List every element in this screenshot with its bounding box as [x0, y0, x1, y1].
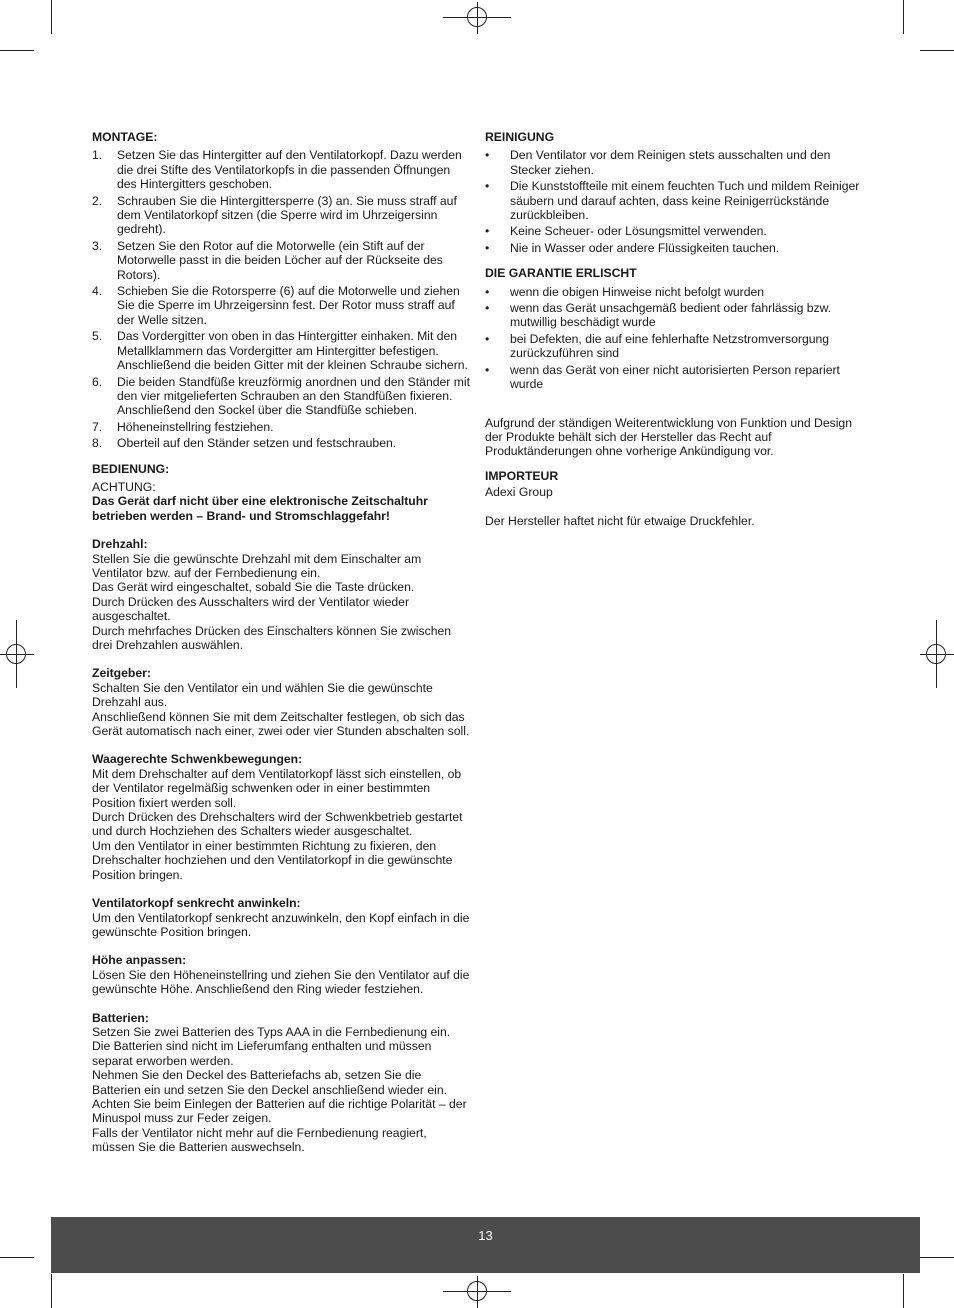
misprint-disclaimer: Der Hersteller haftet nicht für etwaige Druckfehler.	[485, 513, 755, 528]
subsection-text: Durch Drücken des Ausschalters wird der Ventilator wieder ausgeschaltet.	[92, 594, 410, 624]
list-item: • Keine Scheuer- oder Lösungsmittel verwenden.	[485, 224, 767, 239]
subsection-text: Lösen Sie den Höheneinstellring und ziehen Sie den Ventilator auf die gewünschte Höhe. Anschließend den Ring wieder festziehen.	[92, 967, 470, 997]
subsection-text: Stellen Sie die gewünschte Drehzahl mit dem Einschalter am Ventilator bzw. auf der Fernbedienung ein.	[92, 551, 422, 580]
list-item: 1. Setzen Sie das Hintergitter auf den Ventilatorkopf. Dazu werden die drei Stifte des Ventilatorkopfs in die passenden Öffnungen des Hintergitters geschoben.	[92, 148, 462, 192]
footer-bar	[51, 1217, 920, 1273]
bedienung-sections	[92, 537, 470, 1154]
subsection-text: Das Gerät wird eingeschaltet, sobald Sie die Taste drücken.	[92, 580, 415, 595]
crop-mark	[903, 0, 904, 34]
right-column	[485, 130, 863, 528]
bullet-icon: •	[485, 179, 490, 194]
bullet-icon: •	[485, 362, 490, 377]
subsection-text: Nehmen Sie den Deckel des Batteriefachs ab, setzen Sie die Batterien ein und setzen Sie den Deckel anschließend wieder ein. Achten Sie beim Einlegen der Batterien auf die richtige Polarität – der Minuspol muss zur Feder zeigen.	[92, 1068, 467, 1126]
bedienung-heading: BEDIENUNG:	[92, 461, 170, 476]
product-change-notice: Aufgrund der ständigen Weiterentwicklung von Funktion und Design der Produkte behält sich der Hersteller das Recht auf Produktänderungen ohne vorherige Ankündigung vor.	[485, 415, 852, 459]
crop-mark	[920, 1257, 954, 1258]
left-column	[92, 130, 470, 1155]
bullet-icon: •	[485, 284, 490, 299]
list-item: • wenn das Gerät von einer nicht autorisierten Person repariert wurde	[485, 362, 840, 392]
list-item: • wenn die obigen Hinweise nicht befolgt wurden	[485, 284, 765, 299]
page-number: 13	[478, 1228, 493, 1243]
reinigung-heading: REINIGUNG	[485, 130, 555, 144]
subsection-text: Durch Drücken des Drehschalters wird der Schwenkbetrieb gestartet und durch Hochziehen des Schalters wieder ausgeschaltet.	[92, 810, 463, 839]
subsection-title: Ventilatorkopf senkrecht anwinkeln:	[92, 896, 301, 911]
subsection-text: Um den Ventilator in einer bestimmten Richtung zu fixieren, den Drehschalter hochziehen und den Ventilatorkopf in die gewünschte Position bringen.	[92, 838, 453, 882]
spacer	[485, 500, 863, 514]
subsection-title: Drehzahl:	[92, 537, 148, 552]
subsection-text: Mit dem Drehschalter auf dem Ventilatorkopf lässt sich einstellen, ob der Ventilator regelmäßig schwenken oder in einer bestimmten Position fixiert werden soll.	[92, 766, 462, 810]
montage-heading: MONTAGE:	[92, 130, 158, 144]
achtung-text: Das Gerät darf nicht über eine elektronische Zeitschaltuhr betrieben werden – Brand- und Stromschlaggefahr!	[92, 494, 428, 523]
list-item: • Die Kunststoffteile mit einem feuchten Tuch und mildem Reiniger säubern und darauf achten, dass keine Reinigerrückstände zurückbleiben.	[485, 179, 860, 223]
subsection-text: Falls der Ventilator nicht mehr auf die Fernbedienung reagiert, müssen Sie die Batterien auswechseln.	[92, 1125, 427, 1155]
crop-mark	[0, 1257, 34, 1258]
garantie-list	[485, 285, 863, 392]
subsection-title: Batterien:	[92, 1010, 149, 1025]
importeur-name: Adexi Group	[485, 485, 553, 500]
subsection-text: Setzen Sie zwei Batterien des Typs AAA in die Fernbedienung ein. Die Batterien sind nicht im Lieferumfang enthalten und müssen separat erworben werden.	[92, 1024, 451, 1068]
list-item: 8. Oberteil auf den Ständer setzen und festschrauben.	[92, 436, 397, 451]
list-item: 6. Die beiden Standfüße kreuzförmig anordnen und den Ständer mit den vier mitgelieferten Schrauben an den Standfüßen fixieren. Anschließend den Sockel über die Standfüße schieben.	[92, 374, 470, 418]
list-item: • Den Ventilator vor dem Reinigen stets ausschalten und den Stecker ziehen.	[485, 148, 831, 177]
bullet-icon: •	[485, 331, 490, 346]
list-item: 2. Schrauben Sie die Hintergittersperre (3) an. Sie muss straff auf dem Ventilatorkopf sitzen (die Sperre wird im Uhrzeigersinn gedreht).	[92, 193, 457, 237]
subsection-title: Waagerechte Schwenkbewegungen:	[92, 752, 303, 767]
list-item: • bei Defekten, die auf eine fehlerhafte Netzstromversorgung zurückzuführen sind	[485, 331, 830, 361]
registration-mark	[467, 1281, 487, 1301]
crop-mark	[51, 1274, 52, 1308]
registration-mark	[467, 7, 487, 27]
list-item: 4. Schieben Sie die Rotorsperre (6) auf die Motorwelle und ziehen Sie die Sperre im Uhrzeigersinn fest. Der Rotor muss straff auf der Welle sitzen.	[92, 284, 460, 327]
crop-mark	[51, 0, 52, 34]
list-item: 3. Setzen Sie den Rotor auf die Motorwelle (ein Stift auf der Motorwelle passt in die beiden Löcher auf der Rückseite des Rotors).	[92, 238, 443, 282]
list-item: 7. Höheneinstellring festziehen.	[92, 419, 274, 434]
registration-mark	[6, 644, 26, 664]
subsection-text: Schalten Sie den Ventilator ein und wählen Sie die gewünschte Drehzahl aus.	[92, 680, 433, 710]
bullet-icon: •	[485, 148, 490, 163]
subsection-text: Um den Ventilatorkopf senkrecht anzuwinkeln, den Kopf einfach in die gewünschte Position bringen.	[92, 910, 470, 939]
subsection-title: Zeitgeber:	[92, 666, 151, 681]
bullet-icon: •	[485, 240, 490, 255]
subsection-text: Anschließend können Sie mit dem Zeitschalter festlegen, ob sich das Gerät automatisch nach einer, zwei oder vier Stunden abschalten soll.	[92, 709, 470, 739]
achtung-label: ACHTUNG:	[92, 479, 156, 494]
subsection-title: Höhe anpassen:	[92, 953, 187, 968]
crop-mark	[903, 1274, 904, 1308]
reinigung-list	[485, 148, 863, 255]
list-item: 5. Das Vordergitter von oben in das Hintergitter einhaken. Mit den Metallklammern das Vordergitter am Hintergitter befestigen. Anschließend die beiden Gitter mit der kleinen Schraube sichern.	[92, 329, 468, 373]
registration-mark	[926, 644, 946, 664]
importeur-heading: IMPORTEUR	[485, 468, 559, 483]
list-item: • Nie in Wasser oder andere Flüssigkeiten tauchen.	[485, 240, 780, 255]
subsection-text: Durch mehrfaches Drücken des Einschalters können Sie zwischen drei Drehzahlen auswählen.	[92, 623, 452, 652]
list-item: • wenn das Gerät unsachgemäß bedient oder fahrlässig bzw. mutwillig beschädigt wurde	[485, 301, 832, 330]
garantie-heading: DIE GARANTIE ERLISCHT	[485, 266, 637, 281]
bullet-icon: •	[485, 301, 490, 316]
montage-steps	[92, 148, 470, 450]
crop-mark	[0, 50, 34, 51]
bullet-icon: •	[485, 224, 490, 239]
crop-mark	[920, 50, 954, 51]
